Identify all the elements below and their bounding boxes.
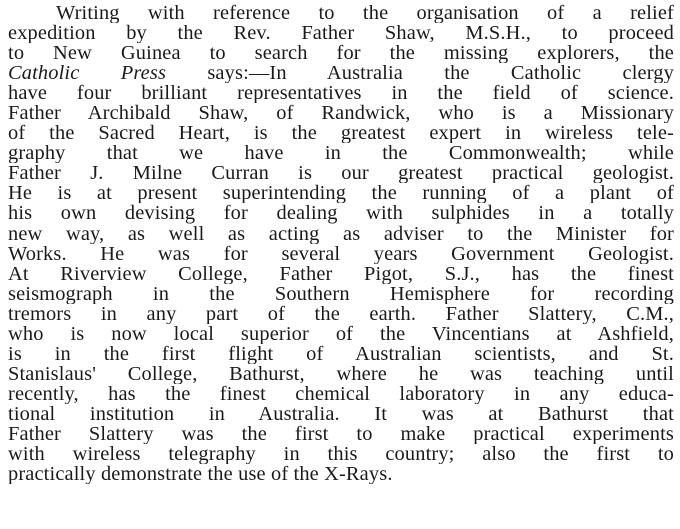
text-line: graphy that we have in the Commonwealth; while [8, 143, 674, 164]
text-line: new way, as well as acting as adviser to the Minister for [8, 223, 674, 244]
text-line: Works. He was for several years Government Geologist. [8, 243, 674, 264]
text-line: have four brilliant representatives in the field of science. [8, 83, 674, 104]
text-line: practically demonstrate the use of the X-Rays. [8, 464, 393, 485]
text-line: of the Sacred Heart, is the greatest expert in wireless tele- [8, 123, 674, 144]
text-line: Father Slattery was the first to make practical experiments [8, 423, 674, 445]
text-line [8, 63, 674, 83]
publication-name: Catholic Press [8, 63, 167, 84]
text-line: Father Archibald Shaw, of Randwick, who is a Missionary [8, 103, 674, 124]
text-line: to New Guinea to search for the missing explorers, the [8, 43, 674, 64]
text-line-rest: says:—In Australia the Catholic clergy [166, 63, 674, 84]
text-line: At Riverview College, Father Pigot, S.J., has the finest [8, 263, 674, 284]
text-line: Stanislaus' College, Bathurst, where he was teaching until [8, 363, 674, 384]
text-line: his own devising for dealing with sulphides in a totally [8, 203, 674, 224]
text-line: is in the first flight of Australian scientists, and St. [8, 343, 674, 364]
text-line: Father J. Milne Curran is our greatest practical geologist. [8, 163, 674, 184]
text-line: tremors in any part of the earth. Father Slattery, C.M., [8, 303, 674, 324]
text-line: Writing with reference to the organisation of a relief [56, 3, 674, 24]
text-line: He is at present superintending the running of a plant of [8, 183, 674, 204]
text-line: recently, has the finest chemical laboratory in any educa- [8, 383, 674, 404]
text-line: expedition by the Rev. Father Shaw, M.S.H., to proceed [8, 23, 674, 44]
text-line: seismograph in the Southern Hemisphere for recording [8, 283, 674, 304]
text-line: with wireless telegraphy in this country; also the first to [8, 444, 674, 465]
text-line: who is now local superior of the Vincentians at Ashfield, [8, 323, 674, 344]
newspaper-clipping [8, 3, 674, 484]
text-line: tional institution in Australia. It was at Bathurst that [8, 403, 674, 424]
